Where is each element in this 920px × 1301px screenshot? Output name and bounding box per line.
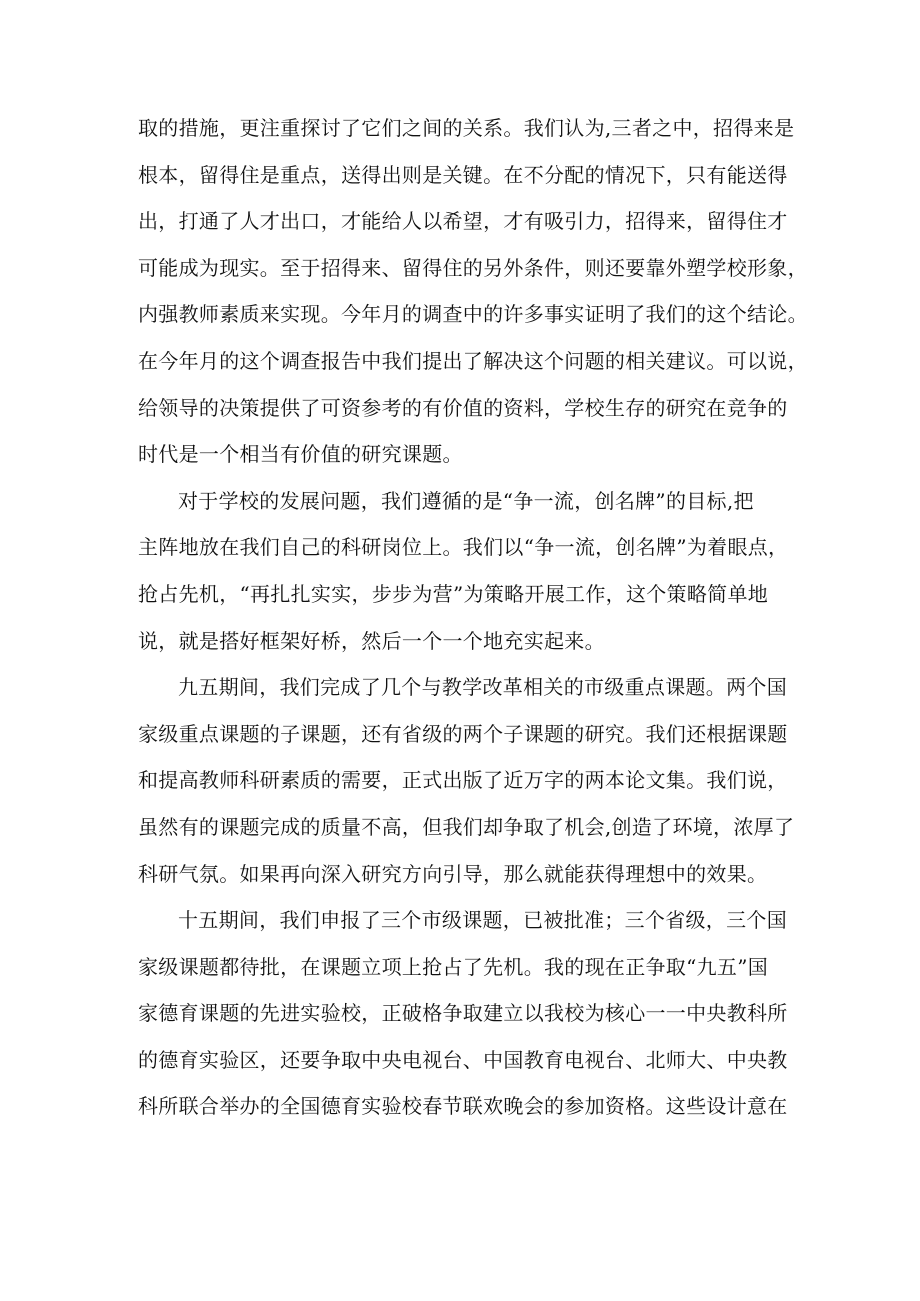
text-line: 家德育课题的先进实验校，正破格争取建立以我校为核心一一中央教科所 [138,1001,788,1026]
text-line: 取的措施，更注重探讨了它们之间的关系。我们认为,三者之中，招得来是 [138,116,795,140]
text-line: 根本，留得住是重点，送得出则是关键。在不分配的情况下，只有能送得 [138,162,788,187]
text-line: 出，打通了人才出口，才能给人以希望，才有吸引力，招得来，留得住才 [138,209,788,234]
text-line: 给领导的决策提供了可资参考的有价值的资料，学校生存的研究在竞争的 [138,395,788,420]
text-line: 科研气氛。如果再向深入研究方向引导，那么就能获得理想中的效果。 [138,861,768,886]
paragraph-4 [138,903,798,1136]
text-line: 抢占先机，“再扎扎实实，步步为营”为策略开展工作，这个策略简单地 [138,581,769,606]
text-line: 时代是一个相当有价值的研究课题。 [138,442,463,467]
text-line: 家级课题都待批，在课题立项上抢占了先机。我的现在正争取“九五”国 [138,954,769,979]
text-line: 科所联合举办的全国德育实验校春节联欢晚会的参加资格。这些设计意在 [138,1094,788,1119]
text-line: 内强教师素质来实现。今年月的调查中的许多事实证明了我们的这个结论。 [138,302,808,327]
text-line: 对于学校的发展问题，我们遵循的是“争一流，创名牌”的目标,把 [178,488,754,513]
paragraph-1 [138,111,808,484]
paragraph-2 [138,484,798,670]
text-line: 在今年月的这个调查报告中我们提出了解决这个问题的相关建议。可以说， [138,348,808,373]
text-line: 虽然有的课题完成的质量不高，但我们却争取了机会,创造了环境，浓厚了 [138,814,795,839]
text-line: 十五期间，我们申报了三个市级课题，已被批准；三个省级，三个国 [178,908,787,933]
text-line: 说，就是搭好框架好桥，然后一个一个地充实起来。 [138,628,605,653]
document-page [138,111,808,1136]
text-line: 九五期间，我们完成了几个与教学改革相关的市级重点课题。两个国 [178,675,787,700]
text-line: 家级重点课题的子课题，还有省级的两个子课题的研究。我们还根据课题 [138,721,788,746]
paragraph-3 [138,670,798,903]
text-line: 的德育实验区，还要争取中央电视台、中国教育电视台、北师大、中央教 [138,1047,788,1072]
text-line: 和提高教师科研素质的需要，正式出版了近万字的两本论文集。我们说， [138,768,788,793]
text-line: 主阵地放在我们自己的科研岗位上。我们以“争一流，创名牌”为着眼点， [138,535,789,560]
text-line: 可能成为现实。至于招得来、留得住的另外条件，则还要靠外塑学校形象， [138,255,808,280]
